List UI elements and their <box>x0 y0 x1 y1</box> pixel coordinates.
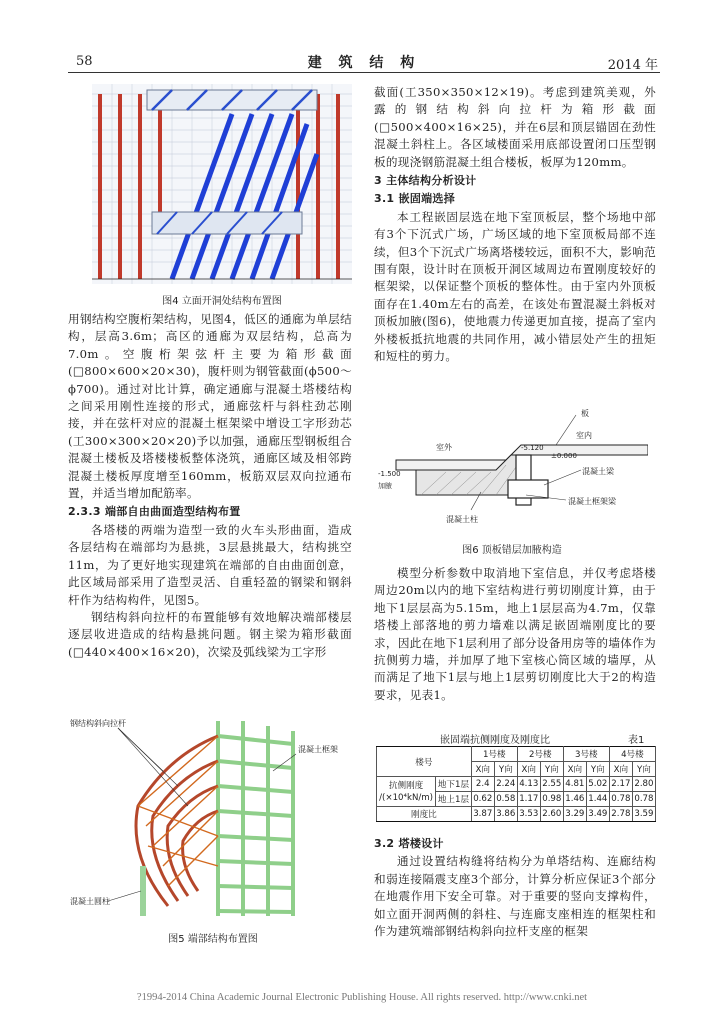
figure-6-label-column: 混凝土柱 <box>446 515 478 524</box>
table-1-tower-1: 1号楼 <box>471 747 517 762</box>
table-1-dir: X向 <box>563 762 586 777</box>
table-1-row-b1: 地下1层 <box>436 777 472 792</box>
table-1-dir: X向 <box>609 762 632 777</box>
figure-6-label-elev1: ±0.000 <box>551 452 577 460</box>
figure-5-caption: 图5 端部结构布置图 <box>168 934 258 945</box>
figure-4-caption: 图4 立面开洞处结构布置图 <box>162 296 282 307</box>
table-1-cell: 4.13 <box>517 777 540 792</box>
table-1-cell: 1.17 <box>517 792 540 807</box>
table-1-cell: 2.55 <box>540 777 563 792</box>
left-paragraph-2: 各塔楼的两端为造型一致的火车头形曲面，造成各层结构在端部均为悬挑，3层悬挑最大，结构挑空11m，为了更好地实现建筑在端部的自由曲面创意，此区域局部采用了造型灵活、自重轻盈的钢梁和钢斜杆作为结构构件，见图5。 <box>68 522 352 607</box>
table-1-cell: 1.44 <box>586 792 609 807</box>
table-1-cell: 3.87 <box>471 807 494 822</box>
table-1-row-group-label: 抗侧刚度 <box>388 780 424 791</box>
left-paragraph-1: 用钢结构空腹桁架结构，见图4，低区的通廊为单层结构，层高3.6m；高区的通廊为双层结构，总高为7.0m。空腹桁架弦杆主要为箱形截面(□800×600×20×30)，腹杆则为钢管截面(ϕ500～ϕ700)。通过对比计算，确定通廊与混凝土塔楼结构之间采用刚性连接的形式，通廊弦杆与斜柱劲芯刚接，并在弦杆对应的混凝土框架梁中增设工字形劲芯(工300×300×20×20)予以加强，通廊压型钢板组合混凝土楼板及塔楼楼板整体浇筑，通廊区域及相邻跨混凝土楼板厚度增至160mm，板筋双层双向拉通布置，并适当增加配筋率。 <box>68 312 352 501</box>
figure-4-image <box>92 84 352 284</box>
table-1-dir: Y向 <box>632 762 655 777</box>
table-1-cell: 3.53 <box>517 807 540 822</box>
table-1-cell: 2.17 <box>609 777 632 792</box>
figure-6-label-elev2: -1.500 <box>378 470 401 478</box>
figure-6-label-haunch: 加腋 <box>378 482 392 490</box>
table-1-title: 嵌固端抗侧刚度及刚度比 <box>440 735 550 746</box>
figure-5-image <box>68 716 358 926</box>
table-1-cell: 2.78 <box>609 807 632 822</box>
section-2-3-3-heading: 2.3.3 端部自由曲面造型结构布置 <box>68 505 241 519</box>
figure-5-label-tie: 钢结构斜向拉杆 <box>70 719 126 728</box>
right-paragraph-1: 截面(工350×350×12×19)。考虑到建筑美观，外露的钢结构斜向拉杆为箱形截面(□500×400×16×25)，并在6层和顶层锚固在劲性混凝土斜柱上。各区域楼面采用底部设置闭口压型钢板的现浇钢筋混凝土组合楼板，板厚为120mm。 <box>374 85 656 169</box>
table-1-row-unit: /(×10⁴kN/m) <box>379 792 433 803</box>
table-1-dir: X向 <box>517 762 540 777</box>
figure-6-label-indoor: 室内 <box>576 431 592 440</box>
table-1-dir: Y向 <box>586 762 609 777</box>
table-1-cell: 4.81 <box>563 777 586 792</box>
figure-4-svg <box>92 84 352 284</box>
table-1-cell: 3.49 <box>586 807 609 822</box>
figure-6-label-cbeam2: 混凝土框架梁 <box>568 497 616 506</box>
figure-6-label-elev3: -5.120 <box>521 444 544 452</box>
right-paragraph-4: 通过设置结构缝将结构分为单塔结构、连廊结构和弱连接隔震支座3个部分，计算分析应保证3个部分在地震作用下安全可靠。对于重要的竖向支撑构件，如立面开洞两侧的斜柱、与连廊支座相连的框架柱和作为建筑端部钢结构斜向拉杆支座的框架 <box>374 854 656 939</box>
page-header <box>68 50 660 72</box>
table-1-cell: 1.46 <box>563 792 586 807</box>
table-1-dir: Y向 <box>540 762 563 777</box>
section-3-heading: 3 主体结构分析设计 <box>374 174 477 188</box>
table-1-cell: 2.24 <box>494 777 517 792</box>
table-1-grid <box>376 746 656 822</box>
left-paragraph-3: 钢结构斜向拉杆的布置能够有效地解决端部楼层逐层收进造成的结构悬挑问题。钢主梁为箱形截面(□440×400×16×20)，次梁及弧线梁为工字形 <box>68 609 352 659</box>
left-column <box>68 311 352 661</box>
section-3-2-heading: 3.2 塔楼设计 <box>374 837 444 850</box>
table-1-tower-4: 4号楼 <box>609 747 655 762</box>
right-column-mid <box>374 565 656 704</box>
table-1-cell: 3.29 <box>563 807 586 822</box>
table-1-cell: 2.80 <box>632 777 655 792</box>
figure-6-caption: 图6 顶板错层加腋构造 <box>462 545 562 556</box>
table-1-cell: 2.60 <box>540 807 563 822</box>
copyright-footer: ?1994-2014 China Academic Journal Electronic Publishing House. All rights reserved. http://www.cnki.net <box>136 992 588 1003</box>
table-1-row-g1: 地上1层 <box>436 792 472 807</box>
table-1-cell: 3.86 <box>494 807 517 822</box>
right-paragraph-2: 本工程嵌固层选在地下室顶板层，整个场地中部有3个下沉式广场，广场区域的地下室顶板局部不连续，但3个下沉式广场离塔楼较远，面积不大，影响范围有限，设计时在顶板开洞区域周边布置刚度较好的框架梁，以保证整个顶板的整体性。由于室内外顶板面存在1.40m左右的高差，在该处布置混凝土斜板对顶板加腋(图6)，使地震力传递更加直接，提高了室内外楼板抵抗地震的共同作用，减小错层处产生的扭矩和短柱的剪力。 <box>374 209 656 364</box>
header-rule <box>68 72 660 73</box>
table-1-cell: 0.78 <box>632 792 655 807</box>
right-column-top <box>374 84 656 366</box>
page-number: 58 <box>76 54 93 69</box>
figure-6-svg <box>376 400 648 528</box>
table-1 <box>376 746 656 822</box>
table-1-col-head: 楼号 <box>377 747 472 777</box>
figure-6-label-outdoor: 室外 <box>436 443 452 452</box>
table-1-row-group <box>377 777 436 807</box>
table-1-dir: X向 <box>471 762 494 777</box>
table-1-cell: 0.98 <box>540 792 563 807</box>
figure-6-image <box>376 400 648 528</box>
table-1-tower-3: 3号楼 <box>563 747 609 762</box>
table-1-cell: 3.59 <box>632 807 655 822</box>
table-1-cell: 0.78 <box>609 792 632 807</box>
right-column-bottom <box>374 834 656 940</box>
journal-title: 建 筑 结 构 <box>307 55 421 71</box>
journal-year: 2014 年 <box>607 58 658 73</box>
figure-6-label-slab: 板 <box>581 409 589 418</box>
table-1-cell: 5.02 <box>586 777 609 792</box>
table-1-row-ratio: 刚度比 <box>377 807 472 822</box>
figure-5-label-frame: 混凝土框架 <box>298 745 338 754</box>
figure-5-label-column: 混凝土圆柱 <box>70 897 110 906</box>
figure-6-label-cbeam: 混凝土梁 <box>582 467 614 476</box>
table-1-tower-2: 2号楼 <box>517 747 563 762</box>
right-paragraph-3: 模型分析参数中取消地下室信息，并仅考虑塔楼周边20m以内的地下室结构进行剪切刚度计算，由于地下1层层高为5.15m，地上1层层高为4.7m，仅靠塔楼上部落地的剪力墙难以满足嵌固端刚度比的要求，因此在地下1层利用了部分设备用房等的墙体作为抗侧剪力墙，并加厚了地下室核心筒区域的墙厚，从而满足了地下1层与地上1层剪切刚度比大于2的构造要求，见表1。 <box>374 566 656 702</box>
section-3-1-heading: 3.1 嵌固端选择 <box>374 192 456 206</box>
table-1-cell: 0.58 <box>494 792 517 807</box>
table-1-cell: 0.62 <box>471 792 494 807</box>
figure-5-svg <box>68 716 358 926</box>
table-1-label: 表1 <box>628 735 645 746</box>
table-1-dir: Y向 <box>494 762 517 777</box>
table-1-cell: 2.4 <box>471 777 494 792</box>
